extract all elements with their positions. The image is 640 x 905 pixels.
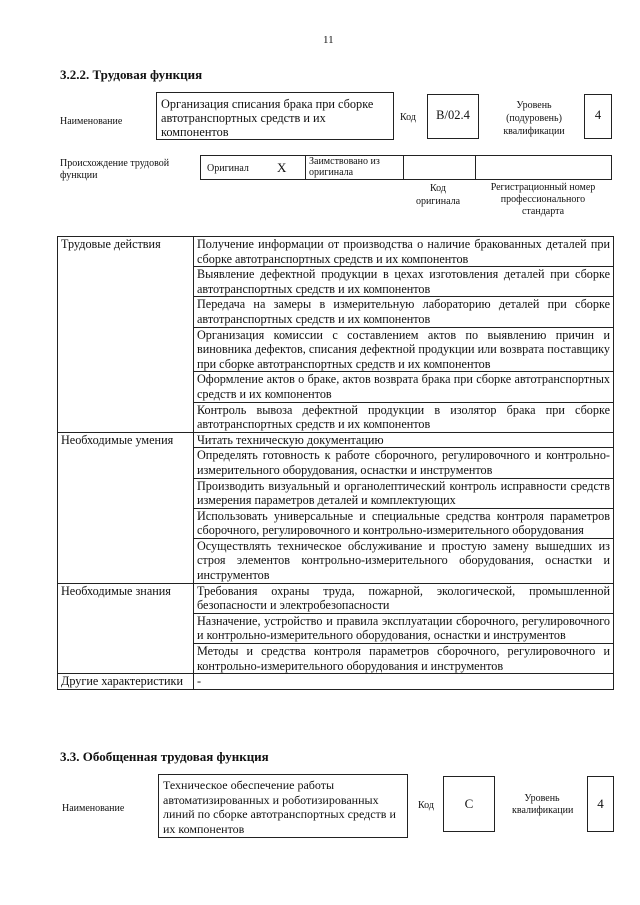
- function-name-value: Организация списания брака при сборке автотранспортных средств и их компонентов: [161, 97, 374, 139]
- origin-divider: [403, 156, 404, 179]
- table-row: [58, 237, 614, 267]
- row-text: Осуществлять техническое обслуживание и простую замену вышедших из строя элементов контрольно-измерительного оборудования, оснастки и инструментов: [194, 538, 614, 583]
- original-label: Оригинал: [207, 163, 249, 174]
- row-category-label: Необходимые знания: [58, 583, 194, 674]
- level-box: [587, 776, 614, 832]
- reg-number-label: Регистрационный номер профессионального стандарта: [490, 182, 596, 217]
- origin-divider: [305, 156, 306, 179]
- table-row: [58, 674, 614, 690]
- level-box: [584, 94, 612, 139]
- row-category-label: Необходимые умения: [58, 432, 194, 583]
- row-text: Организация комиссии с составлением актов по выявлению причин и виновника дефектов, списания дефектной продукции или возврата поставщику при сборке автотранспортных средств и их компонентов: [194, 327, 614, 372]
- row-text: Использовать универсальные и специальные средства контроля параметров сборочного, регулировочного и контрольно-измерительного оборудования: [194, 508, 614, 538]
- generalized-function-name-value: Техническое обеспечение работы автоматизированных и роботизированных линий по сборке автотранспортных средств и их компонентов: [163, 778, 396, 836]
- table-row: [58, 432, 614, 448]
- row-text: Контроль вывоза дефектной продукции в изолятор брака при сборке автотранспортных средств и их компонентов: [194, 402, 614, 432]
- original-mark: X: [277, 160, 287, 175]
- table-row: [58, 583, 614, 613]
- origin-table: [200, 155, 612, 180]
- level-value: 4: [594, 108, 602, 122]
- code-value: C: [464, 796, 474, 811]
- row-text: Определять готовность к работе сборочного, регулировочного и контрольно-измерительного оборудования, оснастки и инструментов: [194, 448, 614, 478]
- level-label: Уровень квалификации: [512, 793, 574, 816]
- code-box: [443, 776, 495, 832]
- code-label: Код: [418, 800, 434, 811]
- code-value: B/02.4: [436, 108, 470, 122]
- code-box: [427, 94, 479, 139]
- row-text: Назначение, устройство и правила эксплуатации сборочного, регулировочного и контрольно-измерительного оборудования, оснастки и инструментов: [194, 613, 614, 643]
- code-original-label: Код оригинала: [415, 183, 461, 207]
- row-text: Требования охраны труда, пожарной, экологической, промышленной безопасности и электробезопасности: [194, 583, 614, 613]
- code-label: Код: [400, 112, 416, 123]
- row-text: Передача на замеры в измерительную лабораторию деталей при сборке автотранспортных средств и их компонентов: [194, 297, 614, 327]
- row-text: -: [194, 674, 614, 690]
- borrowed-label: Заимствовано из оригинала: [309, 156, 380, 178]
- row-category-label: Другие характеристики: [58, 674, 194, 690]
- level-value: 4: [597, 796, 604, 811]
- section-heading: 3.2.2. Трудовая функция: [60, 67, 203, 82]
- row-text: Производить визуальный и органолептический контроль исправности средств измерения параметров деталей и комплектующих: [194, 478, 614, 508]
- origin-label: Происхождение трудовой функции: [60, 158, 170, 181]
- name-label: Наименование: [60, 116, 123, 127]
- page-number: 11: [323, 34, 334, 46]
- section-heading: 3.3. Обобщенная трудовая функция: [60, 749, 269, 764]
- row-text: Выявление дефектной продукции в цехах изготовления деталей при сборке автотранспортных средств и их компонентов: [194, 267, 614, 297]
- row-text: Читать техническую документацию: [194, 432, 614, 448]
- origin-divider: [475, 156, 476, 179]
- requirements-table: [57, 236, 614, 690]
- row-text: Методы и средства контроля параметров сборочного, регулировочного и контрольно-измерительного оборудования и инструментов: [194, 644, 614, 674]
- name-label: Наименование: [62, 803, 125, 814]
- generalized-function-name-box: [158, 774, 408, 838]
- level-label: Уровень (подуровень) квалификации: [503, 100, 565, 137]
- row-text: Оформление актов о браке, актов возврата брака при сборке автотранспортных средств и их компонентов: [194, 372, 614, 402]
- row-text: Получение информации от производства о наличие бракованных деталей при сборке автотранспортных средств и их компонентов: [194, 237, 614, 267]
- function-name-box: [156, 92, 394, 140]
- row-category-label: Трудовые действия: [58, 237, 194, 433]
